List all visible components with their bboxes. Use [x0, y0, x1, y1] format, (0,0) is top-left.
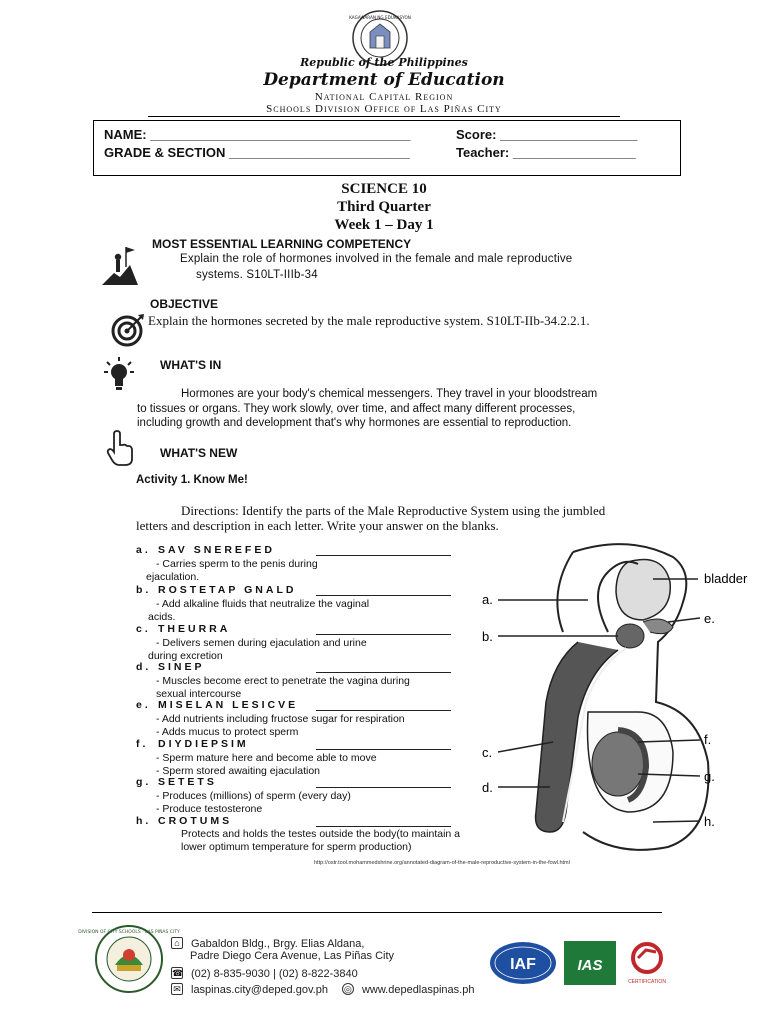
subject-title: SCIENCE 10	[341, 181, 427, 197]
whats-in-line-3: including growth and development that's why hormones are essential to reproduction.	[137, 417, 572, 429]
iaf-text: IAF	[510, 956, 536, 973]
diagram-label-g: g.	[704, 769, 715, 784]
phone-text[interactable]: (02) 8-835-9030 | (02) 8-822-3840	[191, 968, 358, 980]
diagram-label-bladder: bladder	[704, 571, 748, 586]
score-field[interactable]: Score: ___________________	[456, 127, 638, 142]
answer-blank[interactable]	[316, 749, 451, 750]
ias-logo	[563, 940, 617, 986]
item-description: - Add nutrients including fructose sugar for respiration	[156, 713, 405, 725]
melc-line-1: Explain the role of hormones involved in the female and male reproductive	[180, 253, 573, 265]
item-jumbled-word: MISELAN LESICVE	[158, 699, 299, 711]
address-line-1: Gabaldon Bldg., Brgy. Elias Aldana,	[191, 938, 365, 950]
item-description: - Produces (millions) of sperm (every day)	[156, 790, 351, 802]
item-letter: h.	[136, 815, 152, 827]
diagram-label-a: a.	[482, 592, 493, 607]
seal-text: KAGAWARAN NG EDUKASYON	[349, 15, 411, 20]
address-line-2: Padre Diego Cera Avenue, Las Piñas City	[190, 950, 395, 962]
answer-blank[interactable]	[316, 787, 451, 788]
objective-text: Explain the hormones secreted by the male reproductive system. S10LT-IIb-34.2.2.1.	[148, 313, 590, 328]
item-jumbled-word: DIYDIEPSIM	[158, 738, 249, 750]
ias-text: IAS	[577, 957, 603, 974]
item-description: acids.	[148, 611, 176, 623]
answer-blank[interactable]	[316, 672, 451, 673]
item-description: - Delivers semen during ejaculation and urine	[156, 637, 367, 649]
item-description: - Carries sperm to the penis during	[156, 558, 318, 570]
name-field[interactable]: NAME: ____________________________________	[104, 127, 411, 142]
item-jumbled-word: SINEP	[158, 661, 205, 673]
item-description: during excretion	[148, 650, 223, 662]
website-text[interactable]: www.depedlaspinas.ph	[361, 984, 475, 996]
directions-line-2: letters and description in each letter. Write your answer on the blanks.	[136, 518, 499, 533]
grade-section-field[interactable]: GRADE & SECTION _________________________	[104, 145, 410, 160]
footer-divider	[92, 912, 662, 913]
answer-blank[interactable]	[316, 555, 451, 556]
iaf-logo	[488, 940, 558, 986]
directions-line-1: Directions: Identify the parts of the Male Reproductive System using the jumbled	[181, 503, 606, 518]
email-text[interactable]: laspinas.city@deped.gov.ph	[191, 984, 328, 996]
item-description: ejaculation.	[146, 571, 200, 583]
item-jumbled-word: ROSTETAP GNALD	[158, 584, 297, 596]
item-jumbled-word: CROTUMS	[158, 815, 233, 827]
whats-in-heading: WHAT'S IN	[160, 358, 222, 372]
item-letter: g.	[136, 776, 152, 788]
pointing-hand-icon	[104, 428, 136, 468]
header-divider	[148, 116, 620, 117]
division-seal-logo	[78, 925, 180, 993]
item-letter: b.	[136, 584, 152, 596]
email-icon: ✉	[171, 983, 183, 995]
item-letter: c.	[136, 623, 151, 635]
item-description: - Sperm mature here and become able to move	[156, 752, 377, 764]
diagram-label-e: e.	[704, 611, 715, 626]
item-description: - Add alkaline fluids that neutralize the vaginal	[156, 598, 370, 610]
item-letter: d.	[136, 661, 152, 673]
melc-heading: MOST ESSENTIAL LEARNING COMPETENCY	[152, 237, 412, 251]
student-info-box	[93, 120, 681, 176]
diagram-label-f: f.	[704, 732, 712, 747]
certification-logo	[622, 940, 672, 986]
answer-blank[interactable]	[316, 634, 451, 635]
region-line: National Capital Region	[314, 91, 454, 103]
item-jumbled-word: SAV SNEREFED	[158, 544, 275, 556]
department-line: Department of Education	[263, 70, 505, 90]
whats-in-line-1: Hormones are your body's chemical messengers. They travel in your bloodstream	[181, 388, 598, 400]
republic-line: Republic of the Philippines	[300, 56, 468, 69]
teacher-field[interactable]: Teacher: _________________	[456, 145, 636, 160]
answer-blank[interactable]	[316, 710, 451, 711]
certification-text: CERTIFICATION	[628, 979, 666, 985]
diagram-label-c: c.	[482, 745, 493, 760]
item-jumbled-word: THEURRA	[158, 623, 231, 635]
lightbulb-icon	[104, 356, 134, 394]
diagram-label-b: b.	[482, 629, 493, 644]
diagram-label-h: h.	[704, 814, 715, 829]
diagram-source-link[interactable]: http://ostr.tool.mohammedshrine.org/annotated-diagram-of-the-male-reproductive-system-in-the-fowl.html	[314, 860, 570, 866]
diagram-label-d: d.	[482, 780, 493, 795]
building-icon: ⌂	[171, 937, 183, 949]
item-description: - Adds mucus to protect sperm	[156, 726, 299, 738]
objective-heading: OBJECTIVE	[150, 297, 219, 311]
item-description: - Sperm stored awaiting ejaculation	[156, 765, 321, 777]
item-description: lower optimum temperature for sperm production)	[181, 841, 412, 853]
globe-icon: ◎	[342, 983, 354, 995]
activity-title: Activity 1. Know Me!	[136, 474, 248, 486]
item-letter: e.	[136, 699, 151, 711]
division-seal-text: DIVISION OF CITY SCHOOLS · LAS PIÑAS CITY	[78, 930, 180, 935]
item-description: - Muscles become erect to penetrate the vagina during	[156, 675, 410, 687]
phone-icon: ☎	[172, 968, 184, 979]
email-row	[171, 980, 474, 998]
male-reproductive-diagram	[478, 532, 748, 852]
answer-blank[interactable]	[316, 595, 451, 596]
whats-in-line-2: to tissues or organs. They work slowly, over time, and affect many different processes,	[137, 403, 576, 415]
mountain-flag-icon	[100, 243, 140, 287]
whats-new-heading: WHAT'S NEW	[160, 446, 238, 460]
melc-line-2: systems. S10LT-IIIb-34	[196, 269, 318, 281]
item-jumbled-word: SETETS	[158, 776, 217, 788]
target-icon	[110, 312, 146, 348]
answer-blank[interactable]	[316, 826, 451, 827]
item-letter: a.	[136, 544, 151, 556]
quarter-title: Third Quarter	[337, 199, 431, 215]
division-line: Schools Division Office of Las Piñas City	[266, 103, 502, 115]
item-letter: f.	[136, 738, 149, 750]
week-title: Week 1 – Day 1	[334, 217, 434, 233]
item-description: Protects and holds the testes outside the body(to maintain a	[181, 828, 461, 840]
item-description: - Produce testosterone	[156, 803, 263, 815]
item-description: sexual intercourse	[156, 688, 242, 700]
